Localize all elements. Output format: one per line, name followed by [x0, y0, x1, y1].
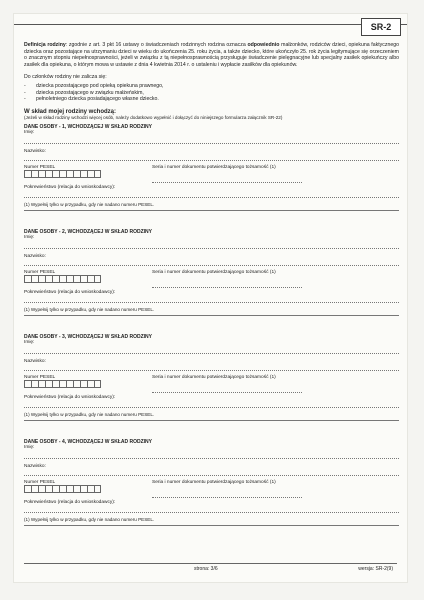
relation-label: Pokrewieństwo (relacja do wnioskodawcy): — [24, 185, 116, 191]
header-rule — [14, 24, 407, 25]
first-name-label: Imię: — [24, 235, 35, 241]
exclusion-item: - dziecka pozostającego w związku małżeńskim, — [24, 90, 399, 97]
footnote: (1) Wypełnij tylko w przypadku, gdy nie nadano numeru PESEL. — [24, 412, 155, 418]
relation-field[interactable] — [24, 190, 399, 198]
first-name-field[interactable] — [24, 450, 399, 459]
form-version: wersja: SR-2(9) — [358, 566, 393, 572]
pesel-label: Numer PESEL — [24, 375, 56, 381]
family-section-note: (Jeżeli w skład rodziny wchodzi więcej osób, należy dodatkowo wypełnić i dołączyć do niniejszego formularza załącznik SR-22) — [24, 114, 283, 120]
section-divider — [24, 420, 399, 421]
id-document-field[interactable] — [152, 380, 302, 393]
persons-container — [24, 124, 399, 542]
person-block — [24, 334, 399, 437]
definition-text-1: : zgodnie z art. 3 pkt 16 ustawy o świadczeniach rodzinnych rodzina oznacza — [65, 42, 248, 48]
pesel-input[interactable] — [24, 380, 152, 388]
exclusions-list — [24, 83, 399, 103]
pesel-input[interactable] — [24, 275, 152, 283]
person-title: DANE OSOBY - 2, WCHODZĄCEJ W SKŁAD RODZINY — [24, 229, 152, 236]
person-title: DANE OSOBY - 3, WCHODZĄCEJ W SKŁAD RODZINY — [24, 334, 152, 341]
exclusions-title: Do członków rodziny nie zalicza się: — [24, 74, 107, 81]
id-document-label: Seria i numer dokumentu potwierdzającego tożsamość (1) — [152, 375, 276, 381]
exclusion-item: - pełnoletniego dziecka posiadającego własne dziecko. — [24, 96, 399, 103]
definition-bold: odpowiednio — [247, 42, 280, 48]
section-divider — [24, 210, 399, 211]
person-title: DANE OSOBY - 4, WCHODZĄCEJ W SKŁAD RODZINY — [24, 439, 152, 446]
form-id-badge: SR-2 — [361, 18, 401, 36]
family-definition — [24, 42, 399, 68]
id-document-field[interactable] — [152, 485, 302, 498]
page-footer — [24, 563, 397, 572]
relation-field[interactable] — [24, 400, 399, 408]
last-name-label: Nazwisko: — [24, 149, 46, 155]
first-name-label: Imię: — [24, 340, 35, 346]
family-section-heading: W skład mojej rodziny wchodzą: — [24, 108, 117, 115]
form-sheet — [14, 14, 407, 582]
page-number: strona: 3/6 — [194, 566, 218, 572]
last-name-label: Nazwisko: — [24, 359, 46, 365]
first-name-field[interactable] — [24, 345, 399, 354]
footnote: (1) Wypełnij tylko w przypadku, gdy nie nadano numeru PESEL. — [24, 202, 155, 208]
id-document-label: Seria i numer dokumentu potwierdzającego tożsamość (1) — [152, 270, 276, 276]
last-name-label: Nazwisko: — [24, 464, 46, 470]
pesel-label: Numer PESEL — [24, 480, 56, 486]
first-name-label: Imię: — [24, 130, 35, 136]
last-name-field[interactable] — [24, 469, 399, 476]
definition-text-2: małżonków, rodziców dzieci, opiekuna faktycznego dziecka oraz pozostające na utrzymaniu dzieci w wieku do ukończenia 25. roku życia, a także dziecko, które ukończyło 25. rok życia legitymujące się orzeczeniem o znacznym stopniu niepełnosprawności, jeżeli w związku z tą niepełnosprawnością przysługuje świadczenie pielęgnacyjne lub specjalny zasiłek opiekuńczy albo zasiłek dla opiekuna, o którym mowa w ustawie z dnia 4 kwietnia 2014 r. o ustaleniu i wypłacie zasiłków dla opiekunów. — [24, 42, 399, 68]
first-name-field[interactable] — [24, 240, 399, 249]
footnote: (1) Wypełnij tylko w przypadku, gdy nie nadano numeru PESEL. — [24, 517, 155, 523]
relation-label: Pokrewieństwo (relacja do wnioskodawcy): — [24, 500, 116, 506]
first-name-label: Imię: — [24, 445, 35, 451]
footnote: (1) Wypełnij tylko w przypadku, gdy nie nadano numeru PESEL. — [24, 307, 155, 313]
person-title: DANE OSOBY - 1, WCHODZĄCEJ W SKŁAD RODZINY — [24, 124, 152, 131]
person-block — [24, 124, 399, 227]
id-document-field[interactable] — [152, 275, 302, 288]
form-content — [24, 42, 399, 542]
pesel-input[interactable] — [24, 170, 152, 178]
relation-field[interactable] — [24, 505, 399, 513]
last-name-label: Nazwisko: — [24, 254, 46, 260]
last-name-field[interactable] — [24, 364, 399, 371]
pesel-label: Numer PESEL — [24, 165, 56, 171]
relation-label: Pokrewieństwo (relacja do wnioskodawcy): — [24, 395, 116, 401]
last-name-field[interactable] — [24, 154, 399, 161]
pesel-label: Numer PESEL — [24, 270, 56, 276]
id-document-label: Seria i numer dokumentu potwierdzającego tożsamość (1) — [152, 165, 276, 171]
exclusion-item: - dziecka pozostającego pod opieką opiekuna prawnego, — [24, 83, 399, 90]
person-block — [24, 439, 399, 542]
relation-field[interactable] — [24, 295, 399, 303]
id-document-field[interactable] — [152, 170, 302, 183]
relation-label: Pokrewieństwo (relacja do wnioskodawcy): — [24, 290, 116, 296]
id-document-label: Seria i numer dokumentu potwierdzającego tożsamość (1) — [152, 480, 276, 486]
pesel-input[interactable] — [24, 485, 152, 493]
section-divider — [24, 315, 399, 316]
section-divider — [24, 525, 399, 526]
person-block — [24, 229, 399, 332]
first-name-field[interactable] — [24, 135, 399, 144]
definition-label: Definicja rodziny — [24, 42, 66, 48]
last-name-field[interactable] — [24, 259, 399, 266]
